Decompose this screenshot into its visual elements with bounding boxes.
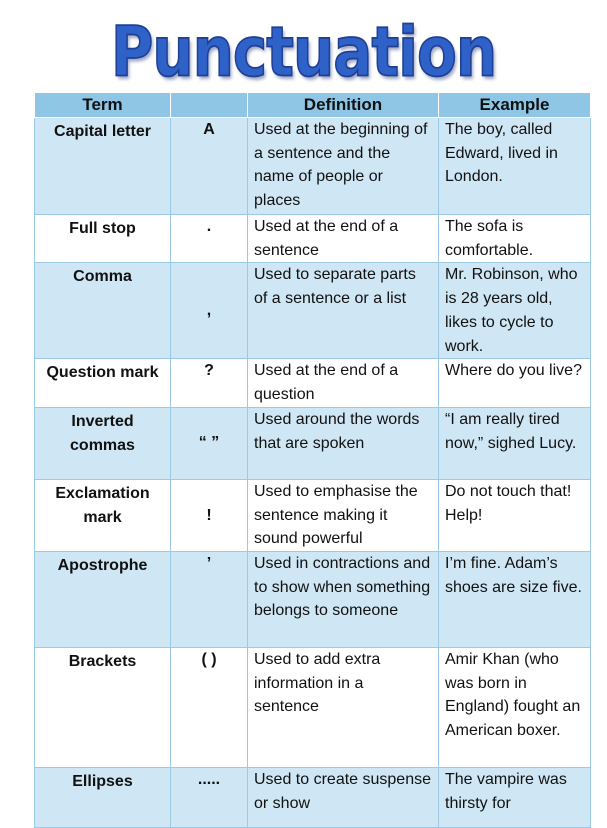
- definition-cell: Used to create suspense or show: [248, 767, 439, 827]
- table-row: [35, 215, 591, 263]
- table-row: [35, 407, 591, 479]
- table-row: [35, 359, 591, 407]
- table-row: [35, 479, 591, 551]
- table-row: [35, 263, 591, 359]
- symbol-cell: .....: [171, 767, 248, 827]
- definition-cell: Used to emphasise the sentence making it sound powerful: [248, 479, 439, 551]
- example-cell: Mr. Robinson, who is 28 years old, likes to cycle to work.: [439, 263, 591, 359]
- definition-cell: Used around the words that are spoken: [248, 407, 439, 479]
- example-cell: I’m fine. Adam’s shoes are size five.: [439, 551, 591, 647]
- term-cell: Inverted commas: [35, 407, 171, 479]
- symbol-cell: ,: [171, 263, 248, 359]
- symbol-cell: “ ”: [171, 407, 248, 479]
- term-cell: Comma: [35, 263, 171, 359]
- header-row: [35, 93, 591, 118]
- header-term: Term: [35, 93, 171, 118]
- term-cell: Ellipses: [35, 767, 171, 827]
- definition-cell: Used at the beginning of a sentence and the name of people or places: [248, 118, 439, 215]
- header-symbol: [171, 93, 248, 118]
- definition-cell: Used at the end of a sentence: [248, 215, 439, 263]
- symbol-cell: ’: [171, 551, 248, 647]
- example-cell: Do not touch that! Help!: [439, 479, 591, 551]
- definition-cell: Used in contractions and to show when something belongs to someone: [248, 551, 439, 647]
- symbol-cell: A: [171, 118, 248, 215]
- term-cell: Exclamation mark: [35, 479, 171, 551]
- table-row: [35, 767, 591, 827]
- definition-cell: Used at the end of a question: [248, 359, 439, 407]
- symbol-cell: ?: [171, 359, 248, 407]
- term-cell: Question mark: [35, 359, 171, 407]
- example-cell: The sofa is comfortable.: [439, 215, 591, 263]
- example-cell: The vampire was thirsty for: [439, 767, 591, 827]
- example-cell: “I am really tired now,” sighed Lucy.: [439, 407, 591, 479]
- table-row: [35, 551, 591, 647]
- table-row: [35, 118, 591, 215]
- symbol-cell: .: [171, 215, 248, 263]
- symbol-cell: !: [171, 479, 248, 551]
- example-cell: Amir Khan (who was born in England) fought an American boxer.: [439, 647, 591, 767]
- example-cell: Where do you live?: [439, 359, 591, 407]
- definition-cell: Used to add extra information in a sentence: [248, 647, 439, 767]
- page-title: Punctuation: [110, 11, 497, 93]
- example-cell: The boy, called Edward, lived in London.: [439, 118, 591, 215]
- header-example: Example: [439, 93, 591, 118]
- punctuation-table: [34, 92, 591, 828]
- term-cell: Capital letter: [35, 118, 171, 215]
- table-row: [35, 647, 591, 767]
- header-definition: Definition: [248, 93, 439, 118]
- term-cell: Full stop: [35, 215, 171, 263]
- term-cell: Brackets: [35, 647, 171, 767]
- definition-cell: Used to separate parts of a sentence or a list: [248, 263, 439, 359]
- term-cell: Apostrophe: [35, 551, 171, 647]
- symbol-cell: ( ): [171, 647, 248, 767]
